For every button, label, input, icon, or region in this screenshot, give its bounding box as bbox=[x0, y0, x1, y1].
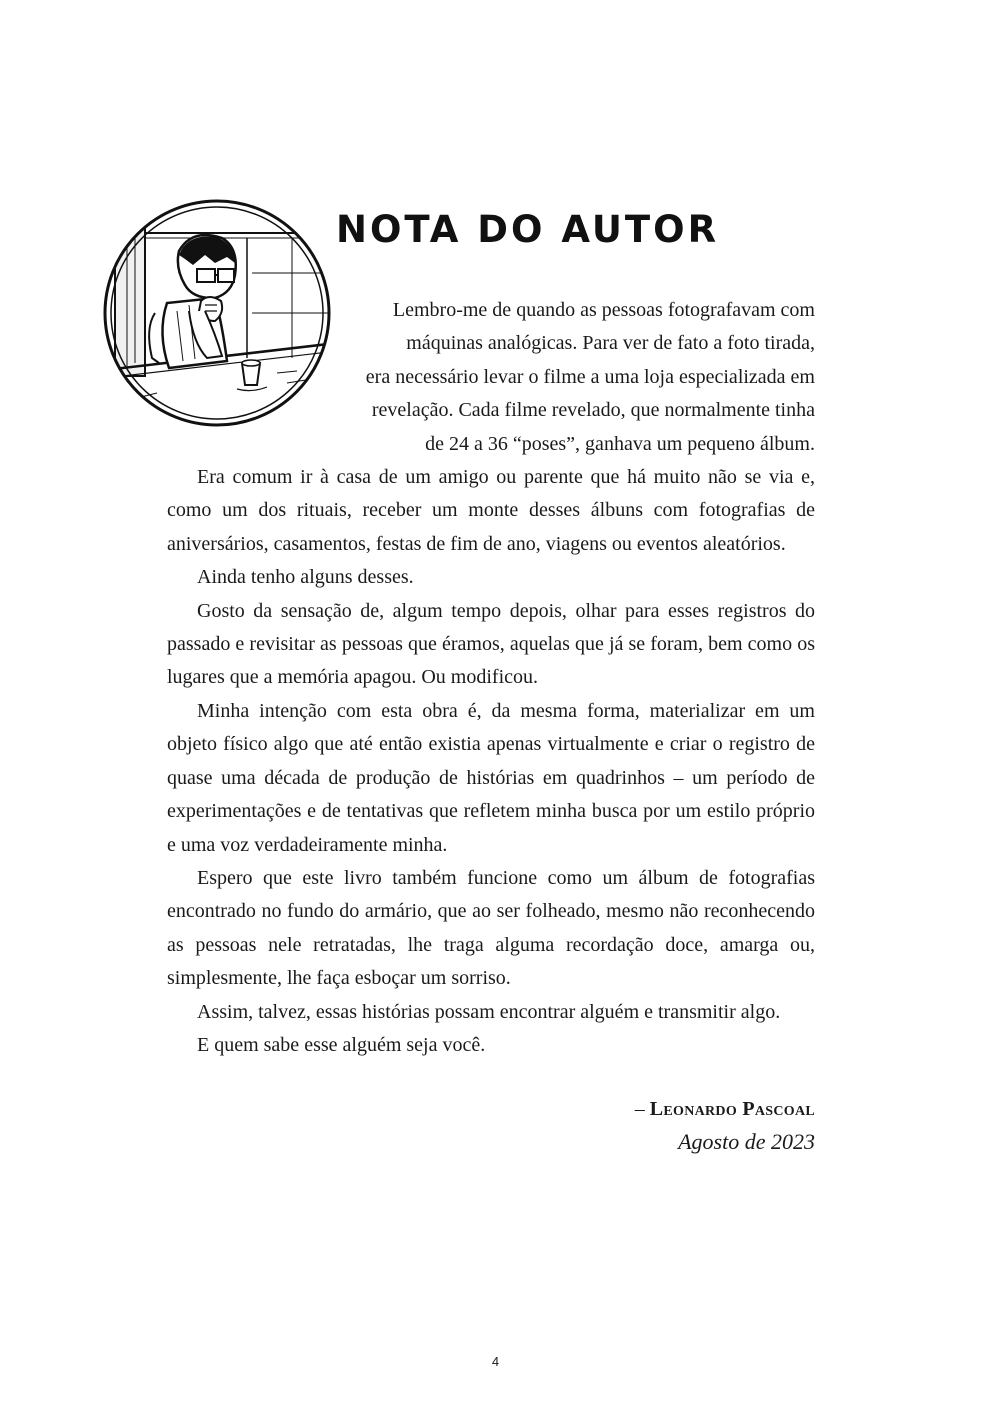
paragraph-line: Lembro-me de quando as pessoas fotografavam com bbox=[392, 299, 815, 321]
paragraph: Gosto da sensação de, algum tempo depois, olhar para esses registros do passado e revisitar as pessoas que éramos, aquelas que já se foram, bem como os lugares que a memória apagou. Ou modificou. bbox=[167, 599, 815, 689]
page-number: 4 bbox=[491, 1354, 500, 1369]
paragraph-line: revelação. Cada filme revelado, que normalmente tinha bbox=[371, 399, 815, 422]
paragraph-line: de 24 a 36 “poses”, ganhava um pequeno álbum. bbox=[425, 432, 815, 455]
paragraph: Minha intenção com esta obra é, da mesma forma, materializar em um objeto físico algo que até então existia apenas virtualmente e criar o registro de quase uma década de produção de histórias em quadrinhos – um período de experimentações e de tentativas que refletem minha busca por um estilo próprio e uma voz verdadeiramente minha. bbox=[167, 699, 815, 856]
author-name: Leonardo Pascoal bbox=[649, 1098, 815, 1120]
paragraph-line: máquinas analógicas. Para ver de fato a foto tirada, bbox=[406, 332, 815, 355]
paragraph-line: era necessário levar o filme a uma loja especializada em bbox=[365, 365, 815, 388]
page-title: NOTA DO AUTOR bbox=[336, 208, 720, 251]
paragraph: E quem sabe esse alguém seja você. bbox=[197, 1033, 486, 1056]
paragraph: Era comum ir à casa de um amigo ou parente que há muito não se via e, como um dos rituais, receber um monte desses álbuns com fotografias de aniversários, casamentos, festas de fim de ano, viagens ou eventos aleatórios. bbox=[167, 466, 815, 555]
paragraph: Assim, talvez, essas histórias possam encontrar alguém e transmitir algo. bbox=[197, 1000, 781, 1023]
signature-dash: – bbox=[634, 1098, 645, 1120]
signature-date: Agosto de 2023 bbox=[678, 1129, 815, 1154]
signature-name bbox=[635, 1093, 815, 1125]
paragraph: Espero que este livro também funcione como um álbum de fotografias encontrado no fundo do armário, que ao ser folheado, mesmo não reconhecendo as pessoas nele retratadas, lhe traga alguma recordação doce, amarga ou, simplesmente, lhe faça esboçar um sorriso. bbox=[167, 866, 815, 990]
paragraph: Ainda tenho alguns desses. bbox=[197, 566, 414, 589]
author-note-body bbox=[167, 294, 815, 1062]
